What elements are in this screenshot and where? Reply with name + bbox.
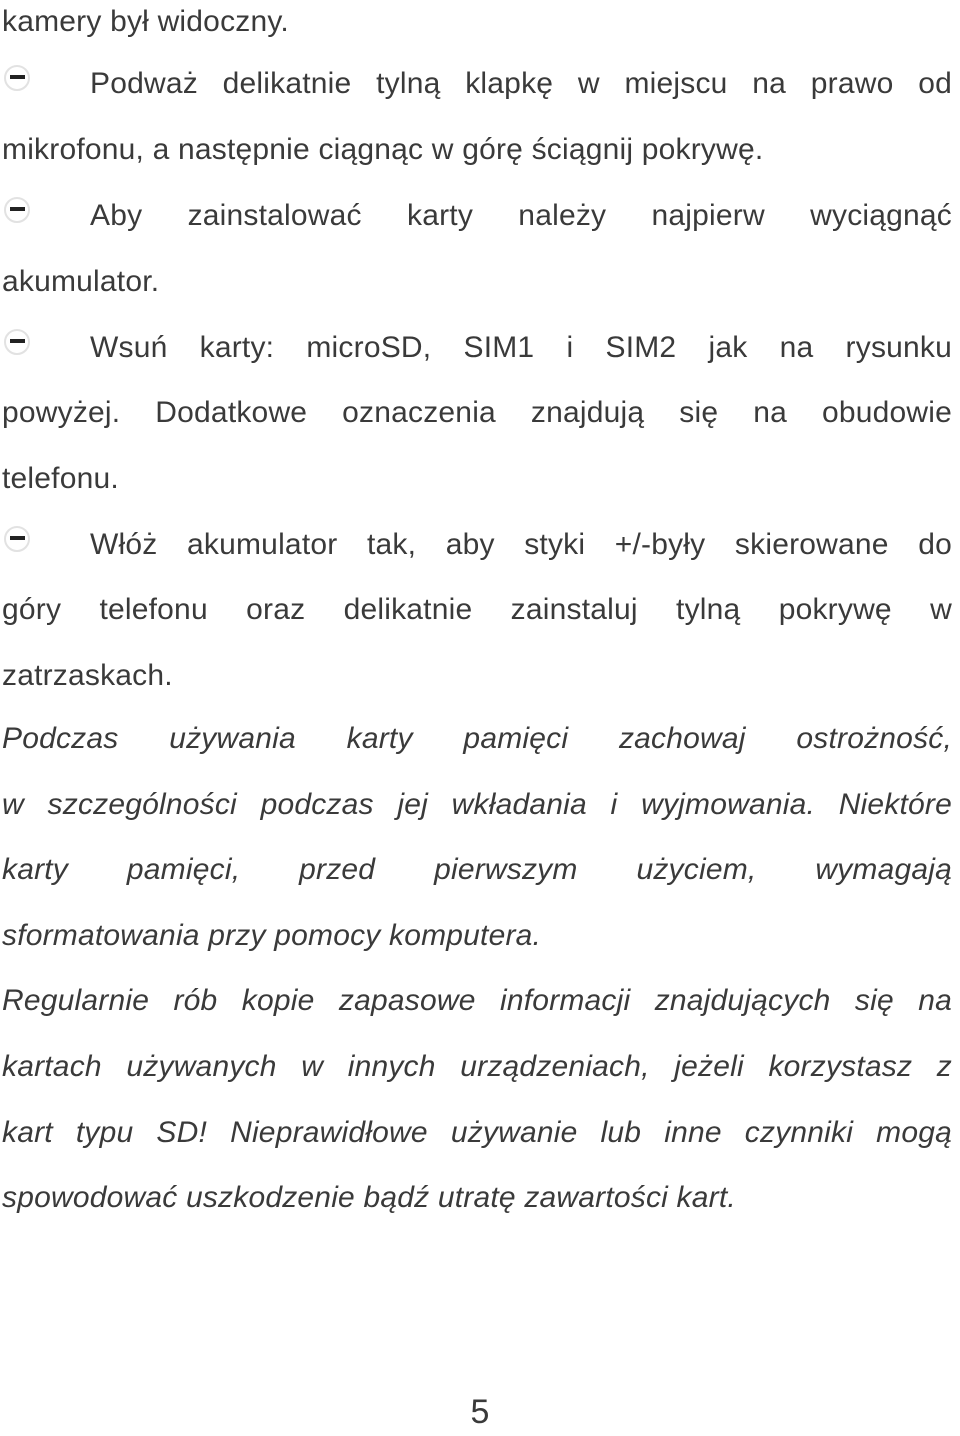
bullet-text-line: Aby zainstalować karty należy najpierw wyciągnąć: [90, 199, 952, 232]
italic-text-line: kart typu SD! Nieprawidłowe używanie lub inne czynniki mogą: [2, 1116, 952, 1149]
text-line: telefonu.: [2, 462, 119, 495]
text-line: akumulator.: [2, 265, 160, 298]
bullet-text-line: Wsuń karty: microSD, SIM1 i SIM2 jak na rysunku: [90, 331, 952, 364]
italic-text-line: kartach używanych w innych urządzeniach, jeżeli korzystasz z: [2, 1050, 952, 1083]
italic-text-line: sformatowania przy pomocy komputera.: [2, 919, 542, 952]
italic-text-line: spowodować uszkodzenie bądź utratę zawartości kart.: [2, 1181, 736, 1214]
italic-text-line: Podczas używania karty pamięci zachowaj ostrożność,: [2, 722, 952, 755]
text-line: powyżej. Dodatkowe oznaczenia znajdują się na obudowie: [2, 396, 952, 429]
text-line: mikrofonu, a następnie ciągnąc w górę ściągnij pokrywę.: [2, 133, 764, 166]
italic-text-line: w szczególności podczas jej wkładania i wyjmowania. Niektóre: [2, 788, 952, 821]
minus-circle-bullet-icon: [2, 326, 34, 358]
minus-circle-bullet-icon: [2, 62, 34, 94]
italic-text-line: Regularnie rób kopie zapasowe informacji znajdujących się na: [2, 984, 952, 1017]
minus-circle-bullet-icon: [2, 523, 34, 555]
text-line: kamery był widoczny.: [2, 5, 289, 38]
bullet-text-line: Podważ delikatnie tylną klapkę w miejscu na prawo od: [90, 67, 952, 100]
text-line: góry telefonu oraz delikatnie zainstaluj tylną pokrywę w: [2, 593, 952, 626]
page-number: 5: [470, 1393, 490, 1431]
text-line: zatrzaskach.: [2, 659, 173, 692]
bullet-text-line: Włóż akumulator tak, aby styki +/-były skierowane do: [90, 528, 952, 561]
italic-text-line: karty pamięci, przed pierwszym użyciem, wymagają: [2, 853, 952, 886]
minus-circle-bullet-icon: [2, 194, 34, 226]
